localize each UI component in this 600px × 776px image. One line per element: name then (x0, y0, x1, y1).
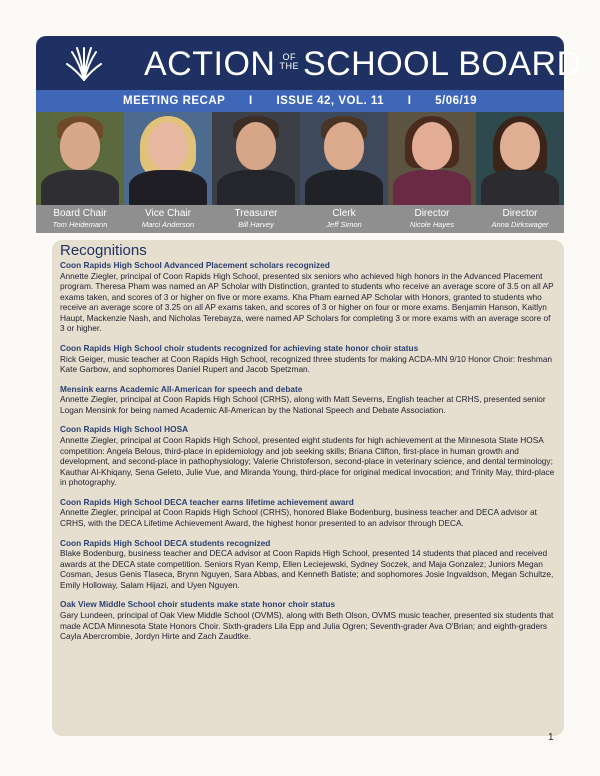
recognition-item (60, 260, 556, 334)
item-body: Annette Ziegler, principal at Coon Rapids High School (CRHS), along with Matt Severns, English teacher at CRHS, presented senior Logan Mensink for being named Academic All-American by the National Speech and Debate Association. (60, 394, 546, 415)
issue-label: ISSUE 42, VOL. 11 (276, 95, 385, 107)
board-member: Director Nicole Hayes (409, 208, 455, 229)
item-title: Coon Rapids High School DECA teacher earns lifetime achievement award (60, 496, 354, 507)
board-member: Board Chair Tom Heidemann (52, 208, 108, 229)
item-body: Blake Bodenburg, business teacher and DECA advisor at Coon Rapids High School, presented 14 students that placed and received awards at the DECA state competition. Seniors Ryan Kemp, Ellen Leciejewski, Sydney Soczek, and Maja Gonzalez; Juniors Megan Cosman, Jesus Genis Tlaseca, Brynn Nguyen, Sara Abbas, and Kenneth Batiste; and sophomores Josie Ingvaldson, Megan Schultze, Emily Holloway, Salam Hijazi, and Uyen Nguyen. (60, 548, 554, 590)
board-member: Director Anna Dirkswager (491, 208, 549, 229)
recognition-item (60, 424, 556, 487)
issue-date: 5/06/19 (435, 95, 477, 107)
recognition-item (60, 384, 556, 416)
board-names-bar (36, 205, 564, 233)
board-photo (36, 112, 124, 205)
item-body: Gary Lundeen, principal of Oak View Middle School (OVMS), along with Beth Olson, OVMS music teacher, presented six students that made ACDA Minnesota State Honors Choir. Sixth-graders Lila Epp and Julia Ogren; Seventh-grader Ava O'Brian; and eighth-graders Cayla Abercrombie, Jordyn Hirte and Zach Zaudtke. (60, 609, 554, 642)
item-title: Coon Rapids High School HOSA (60, 424, 189, 435)
recognition-item (60, 343, 556, 375)
separator: I (407, 95, 412, 107)
item-title: Coon Rapids High School Advanced Placement scholars recognized (60, 260, 330, 270)
item-body: Annette Ziegler, principal at Coon Rapids High School (CRHS), honored Blake Bodenburg, business teacher and DECA advisor at CRHS, with the DECA Lifetime Achievement Award, the highest honor presented to an advisor through DECA. (60, 507, 537, 528)
board-photo (300, 112, 388, 205)
board-photo (388, 112, 476, 205)
board-member: Treasurer Bill Harvey (234, 208, 278, 229)
recognition-item (60, 497, 556, 529)
recognitions-panel (52, 240, 564, 736)
item-title: Mensink earns Academic All-American for speech and debate (60, 383, 303, 394)
board-member: Vice Chair Marci Anderson (141, 208, 195, 229)
item-title: Oak View Middle School choir students make state honor choir status (60, 599, 336, 610)
item-body: Annette Ziegler, principal of Coon Rapids High School, presented six seniors who achieved high honors in the Advanced Placement program. Theresa Pham was named an AP Scholar with Distinction, granted to students who receive an average score of 3.5 on all AP exams taken, and scores of 3 or higher on five or more exams. Kha Pham earned AP Scholar with Honors, granted to students who receive an average score of 3.25 on all AP exams taken, and scores of 3 or higher on four or more exams. Benjamin Hanson, Kaitlyn Haupt, Mackenzie Nash, and Nicholas Terebayza, were named AP Scholars for completing 3 or more exams with an average score of 3 or higher. (60, 270, 554, 334)
item-body: Annette Ziegler, principal at Coon Rapids High School, presented eight students for high achievement at the Minnesota State HOSA competition: Angela Belous, third-place in epidemiology and job seeking skills; Briana Clifton, first-place in human growth and development, and second-place in pathophysiology; Valerie Christoferson, second-place in veterinary science, and dental terminology; Kauthar Al-Khiqany, Sena Geleto, Julie Vue, and Miranda Young, third-place for original medical invocation; and Trinity May, third-place in photography. (60, 434, 555, 488)
newsletter-title: ACTION OF THE SCHOOL BOARD (144, 45, 582, 83)
issue-strip (36, 90, 564, 112)
board-photo (124, 112, 212, 205)
recognition-item (60, 538, 556, 591)
separator: I (249, 95, 253, 107)
page-number: 1 (548, 732, 554, 743)
masthead (36, 36, 582, 90)
meeting-recap-label: MEETING RECAP (122, 95, 226, 107)
item-title: Coon Rapids High School DECA students recognized (60, 537, 271, 548)
board-member: Clerk Jeff Simon (326, 208, 362, 229)
item-title: Coon Rapids High School choir students recognized for achieving state honor choir status (60, 343, 419, 354)
board-photos (36, 112, 564, 205)
wheat-logo-icon (66, 44, 102, 82)
board-photo (476, 112, 564, 205)
board-photo (212, 112, 300, 205)
recognition-item (60, 599, 556, 641)
recognitions-heading: Recognitions (60, 242, 147, 259)
item-body: Rick Geiger, music teacher at Coon Rapids High School, recognized three students for making ACDA-MN 9/10 Honor Choir: freshman Kate Garbow, and sophomores Daniel Rupert and Jacob Spetzman. (60, 353, 553, 375)
